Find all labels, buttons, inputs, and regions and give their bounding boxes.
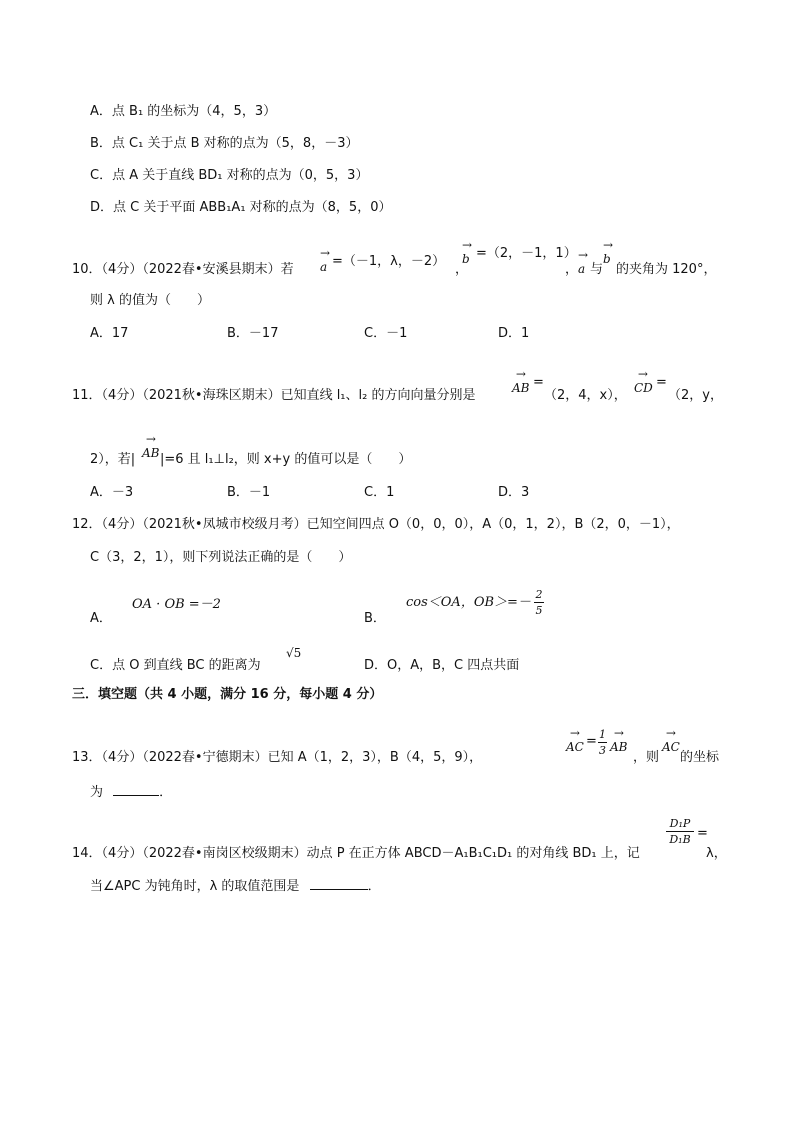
q11-vector-ab2-label: → AB bbox=[142, 432, 160, 460]
q10-line-2: 则 λ 的值为（ ） bbox=[90, 293, 210, 308]
q11-line-2a: 2），若| bbox=[90, 452, 136, 467]
q13-stem-b: ，则 bbox=[633, 750, 660, 765]
q10-separator-2: ， bbox=[565, 262, 579, 277]
q9-option-d: D．点 C 关于平面 ABB₁A₁ 对称的点为（8，5，0） bbox=[90, 200, 392, 215]
section-3-title: 三．填空题（共 4 小题，满分 16 分，每小题 4 分） bbox=[72, 687, 383, 702]
q13-formula-rhs: → AB bbox=[610, 726, 628, 754]
q13-formula-numerator: 1 bbox=[599, 728, 606, 741]
q12-option-d: D．O，A，B，C 四点共面 bbox=[364, 658, 520, 673]
q14-answer-blank[interactable] bbox=[310, 877, 368, 890]
q9-option-b: B．点 C₁ 关于点 B 对称的点为（5，8，－3） bbox=[90, 136, 359, 151]
q12-option-c-sqrt: √5 bbox=[286, 646, 302, 660]
q10-separator-1: ， bbox=[455, 262, 469, 277]
q9-option-c: C．点 A 关于直线 BD₁ 对称的点为（0，5，3） bbox=[90, 168, 369, 183]
q11-option-b: B．－1 bbox=[227, 485, 271, 500]
q12-line-2: C（3，2，1），则下列说法正确的是（ ） bbox=[90, 550, 352, 565]
q14-line-2-text: 当∠APC 为钝角时，λ 的取值范围是 bbox=[90, 879, 300, 894]
q11-stem-a: 11．（4分）（2021秋•海珠区期末）已知直线 l₁、l₂ 的方向向量分别是 bbox=[72, 388, 476, 403]
q12-option-b-label: B． bbox=[364, 611, 386, 626]
q10-stem-a: 10．（4分）（2022春•安溪县期末）若 bbox=[72, 262, 294, 277]
q12-option-a-expr: OA · OB =－2 bbox=[132, 597, 221, 612]
q10-vector-b2-label: → b bbox=[603, 238, 614, 266]
q12-option-b-numerator: 2 bbox=[535, 588, 543, 601]
q13-formula-fraction bbox=[598, 728, 607, 757]
q10-option-d: D．1 bbox=[498, 326, 530, 341]
q11-vector-cd-eq: = bbox=[656, 375, 667, 390]
q11-option-d: D．3 bbox=[498, 485, 530, 500]
q13-formula-eq: = bbox=[586, 734, 597, 749]
q13-period: ． bbox=[159, 785, 173, 800]
q13-vector-ac: → AC bbox=[662, 726, 680, 754]
q13-line-2-text: 为 bbox=[90, 785, 104, 800]
q11-option-c: C．1 bbox=[364, 485, 395, 500]
q10-option-b: B．－17 bbox=[227, 326, 279, 341]
q14-fraction-denominator: D₁B bbox=[669, 833, 691, 846]
q12-option-b-denominator: 5 bbox=[535, 604, 543, 617]
q14-stem-a: 14．（4分）（2022春•南岗区校级期末）动点 P 在正方体 ABCD－A₁B₁C₁D₁ 的对角线 BD₁ 上，记 bbox=[72, 846, 640, 861]
q11-vector-ab-eq: = bbox=[533, 375, 544, 390]
q14-stem-b: λ， bbox=[706, 846, 727, 861]
q11-vector-ab-value: （2，4，x）， bbox=[544, 388, 627, 403]
q13-answer-blank[interactable] bbox=[113, 783, 159, 796]
q10-word-and: 与 bbox=[590, 262, 604, 277]
q14-line-2 bbox=[90, 877, 381, 895]
q13-formula-fraction-bar bbox=[598, 742, 607, 743]
q10-stem-b: 的夹角为 120°， bbox=[616, 262, 717, 277]
q14-fraction-eq: = bbox=[697, 826, 708, 841]
q10-vector-a-label: → a bbox=[320, 246, 331, 274]
q12-option-a-label: A． bbox=[90, 611, 112, 626]
q12-option-b-expr: cos＜OA，OB＞=－ bbox=[406, 595, 531, 610]
q10-vector-b-value: =（2，－1，1） bbox=[476, 246, 577, 261]
q14-fraction bbox=[666, 817, 694, 846]
q11-vector-cd-value: （2，y， bbox=[668, 388, 723, 403]
q12-option-c: C．点 O 到直线 BC 的距离为 bbox=[90, 658, 261, 673]
q11-vector-ab-label: → AB bbox=[512, 367, 530, 395]
q13-stem-a: 13．（4分）（2022春•宁德期末）已知 A（1，2，3），B（4，5，9）， bbox=[72, 750, 483, 765]
q12-option-b-fraction-bar bbox=[534, 602, 544, 603]
q11-line-2b: |=6 且 l₁⊥l₂，则 x+y 的值可以是（ ） bbox=[160, 452, 412, 467]
q12-line-1: 12．（4分）（2021秋•凤城市校级月考）已知空间四点 O（0，0，0），A（0，1，2），B（2，0，－1）， bbox=[72, 517, 680, 532]
q14-fraction-numerator: D₁P bbox=[669, 817, 691, 830]
q12-option-b-fraction bbox=[534, 588, 544, 617]
q11-option-a: A．－3 bbox=[90, 485, 134, 500]
q13-formula-lhs: → AC bbox=[566, 726, 584, 754]
q14-period: ． bbox=[367, 879, 381, 894]
q10-option-c: C．－1 bbox=[364, 326, 408, 341]
q10-vector-a-value: =（－1，λ，－2） bbox=[332, 254, 446, 269]
q10-vector-a2-label: → a bbox=[578, 248, 589, 276]
q10-vector-b-label: → b bbox=[462, 238, 473, 266]
q11-vector-cd-label: → CD bbox=[634, 367, 653, 395]
q10-option-a: A．17 bbox=[90, 326, 129, 341]
q9-option-a: A．点 B₁ 的坐标为（4，5，3） bbox=[90, 104, 277, 119]
q13-stem-c: 的坐标 bbox=[680, 750, 720, 765]
q13-line-2 bbox=[90, 783, 172, 801]
q13-formula-denominator: 3 bbox=[599, 744, 606, 757]
q14-fraction-bar bbox=[666, 831, 694, 832]
